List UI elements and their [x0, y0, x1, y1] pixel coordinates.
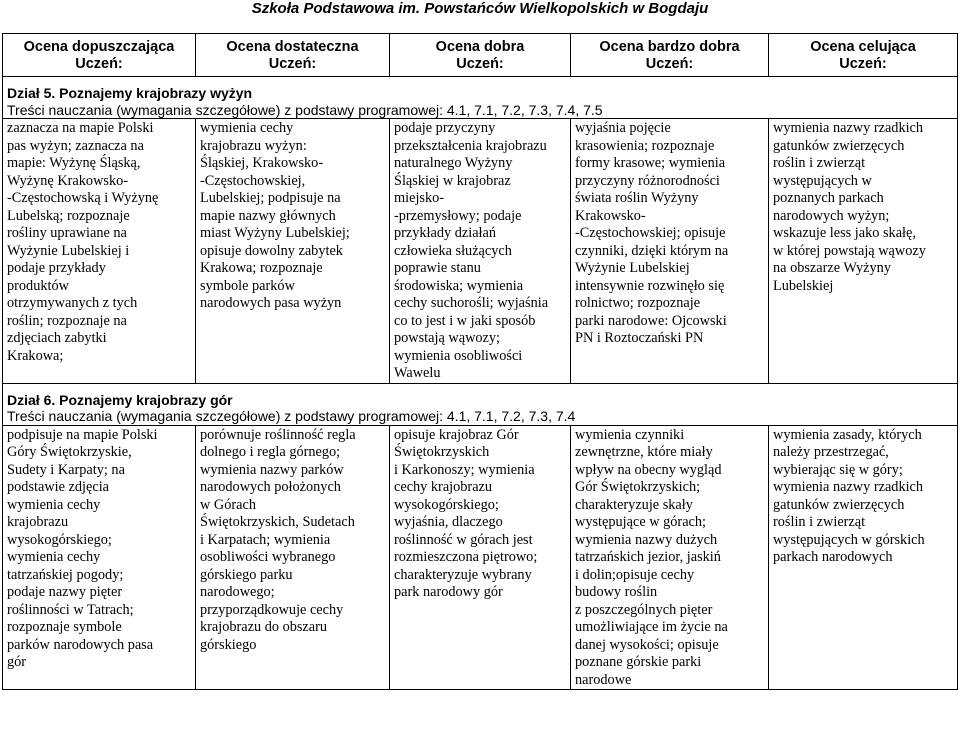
requirement-cell-celujaca: [769, 119, 958, 384]
section-heading: [3, 77, 958, 119]
section-curriculum-note: Treści nauczania (wymagania szczegółowe) z podstawy programowej: 4.1, 7.1, 7.2, 7.3, 7.4, 7.5: [7, 101, 603, 118]
grade-label: Ocena dostateczna: [226, 39, 359, 55]
requirement-text: podaje przyczyny przekształcenia krajobrazu naturalnego Wyżyny Śląskiej w krajobraz miejsko- -przemysłowy; podaje przykłady działań człowieka służących poprawie stanu środowiska; wymienia cechy suchorośli; wyjaśnia co to jest i w jaki sposób powstają wąwozy; wymienia osobliwości Wawelu: [394, 120, 549, 381]
requirement-text: wyjaśnia pojęcie krasowienia; rozpoznaje formy krasowe; wymienia przyczyny różnorodności świata roślin Wyżyny Krakowsko- -Częstochowskiej; opisuje czynniki, dzięki którym na Wyżynie Lubelskiej intensywnie rozwinęło się rolnictwo; rozpoznaje parki narodowe: Ojcowski PN i Roztoczański PN: [575, 120, 729, 346]
student-label: Uczeń:: [645, 56, 694, 72]
requirement-cell-dobra: [390, 425, 571, 690]
requirement-text: podpisuje na mapie Polski Góry Świętokrzyskie, Sudety i Karpaty; na podstawie zdjęcia wymienia cechy krajobrazu wysokogórskiego; wymienia cechy tatrzańskiej pogody; podaje nazwy pięter roślinności w Tatrach; rozpoznaje symbole parków narodowych pasa gór: [7, 426, 158, 670]
requirement-cell-dopuszczajaca: [3, 425, 196, 690]
requirement-cell-dostateczna: [196, 119, 390, 384]
requirement-text: porównuje roślinność regla dolnego i regla górnego; wymienia nazwy parków narodowych położonych w Górach Świętokrzyskich, Sudetach i Karpatach; wymienia osobliwości wybranego górskiego parku narodowego; przyporządkowuje cechy krajobrazu do obszaru górskiego: [200, 426, 356, 653]
requirement-text: wymienia nazwy rzadkich gatunków zwierzęcych roślin i zwierząt występujących w poznanych parkach narodowych wyżyn; wskazuje less jako skałę, w której powstają wąwozy na obszarze Wyżyny Lubelskiej: [773, 120, 926, 294]
section-title: Dział 6. Poznajemy krajobrazy gór: [7, 391, 233, 408]
requirement-text: opisuje krajobraz Gór Świętokrzyskich i Karkonoszy; wymienia cechy krajobrazu wysokogórskiego; wyjaśnia, dlaczego roślinność w górach jest rozmieszczona piętrowo; charakteryzuje wybrany park narodowy gór: [394, 426, 538, 600]
school-title: Szkoła Podstawowa im. Powstańców Wielkopolskich w Bogdaju: [251, 0, 709, 17]
grade-label: Ocena celująca: [810, 39, 916, 55]
section-heading: [3, 383, 958, 425]
requirement-text: wymienia czynniki zewnętrzne, które miały wpływ na obecny wygląd Gór Świętokrzyskich; charakteryzuje skały występujące w górach; wymienia nazwy dużych tatrzańskich jezior, jaskiń i dolin;opisuje cechy budowy roślin z poszczególnych pięter umożliwiające im życie na danej wysokości; opisuje poznane górskie parki narodowe: [575, 426, 728, 688]
grade-label: Ocena bardzo dobra: [599, 39, 740, 55]
header-cell-dobra: [390, 34, 571, 77]
requirement-cell-bardzo-dobra: [571, 425, 769, 690]
requirement-cell-dopuszczajaca: [3, 119, 196, 384]
student-label: Uczeń:: [75, 56, 123, 72]
student-label: Uczeń:: [839, 56, 887, 72]
requirement-text: wymienia zasady, których należy przestrzegać, wybierając się w góry; wymienia nazwy rzadkich gatunków zwierzęcych roślin i zwierząt występujących w górskich parkach narodowych: [773, 426, 925, 565]
requirement-cell-bardzo-dobra: [571, 119, 769, 384]
requirement-text: zaznacza na mapie Polski pas wyżyn; zaznacza na mapie: Wyżynę Śląską, Wyżynę Krakowsko- -Częstochowską i Wyżynę Lubelską; rozpoznaje rośliny uprawiane na Wyżynie Lubelskiej i podaje przykłady produktów otrzymywanych z tych roślin; rozpoznaje na zdjęciach zabytki Krakowa;: [7, 120, 159, 364]
requirement-cell-celujaca: [769, 425, 958, 690]
student-label: Uczeń:: [456, 56, 504, 72]
requirement-text: wymienia cechy krajobrazu wyżyn: Śląskiej, Krakowsko- -Częstochowskiej, Lubelskiej; podpisuje na mapie nazwy głównych miast Wyżyny Lubelskiej; opisuje dowolny zabytek Krakowa; rozpoznaje symbole parków narodowych pasa wyżyn: [200, 120, 350, 311]
header-cell-celujaca: [769, 34, 958, 77]
student-label: Uczeń:: [268, 56, 317, 72]
header-cell-dopuszczajaca: [3, 34, 196, 77]
section-title: Dział 5. Poznajemy krajobrazy wyżyn: [7, 85, 253, 101]
header-cell-bardzo-dobra: [571, 34, 769, 77]
section-content-row-dzial-5: [3, 119, 958, 384]
grading-requirements-table: [2, 33, 958, 690]
requirement-cell-dostateczna: [196, 425, 390, 690]
table-header-row: [3, 34, 958, 77]
grade-label: Ocena dobra: [435, 39, 525, 55]
section-curriculum-note: Treści nauczania (wymagania szczegółowe) z podstawy programowej: 4.1, 7.1, 7.2, 7.3, 7.4: [7, 408, 576, 424]
section-heading-row-dzial-6: [3, 383, 958, 425]
section-heading-row-dzial-5: [3, 77, 958, 119]
header-cell-dostateczna: [196, 34, 390, 77]
requirement-cell-dobra: [390, 119, 571, 384]
grade-label: Ocena dopuszczająca: [23, 39, 175, 55]
section-content-row-dzial-6: [3, 425, 958, 690]
